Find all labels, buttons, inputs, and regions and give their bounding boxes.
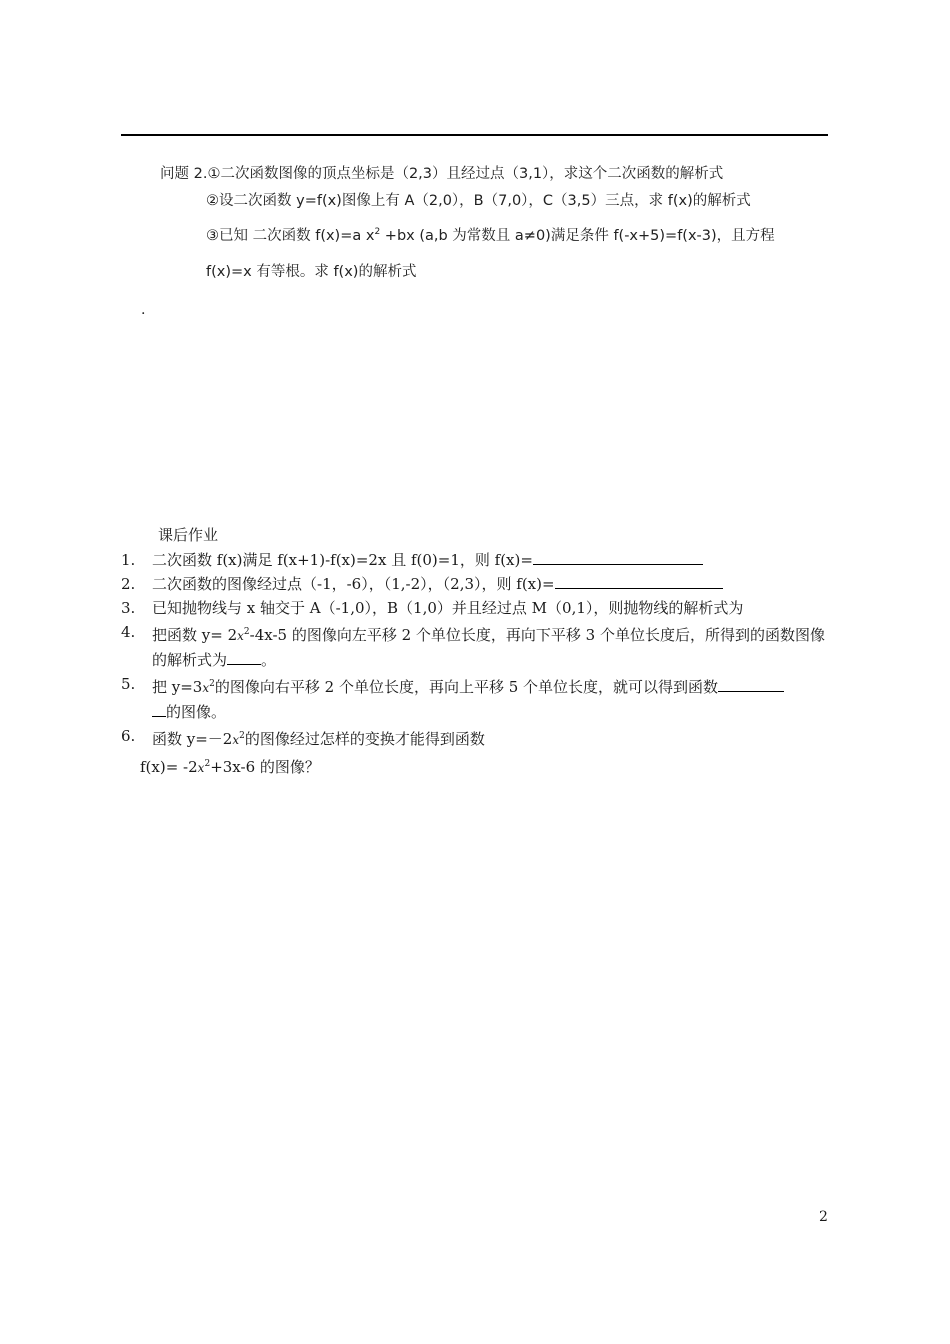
item-text: -4x-5 的图像向左平移 2 个单位长度，再向下平移 3 个单位长度后，所得到的函数图像的解析式为: [152, 626, 825, 669]
stray-dot: .: [141, 302, 146, 318]
exponent: 2: [204, 759, 211, 769]
item-text: +3x-6 的图像？: [210, 758, 320, 776]
problem-2-line-2: ②设二次函数 y=f(x)图像上有 A（2,0），B（7,0），C（3,5）三点，求 f(x)的解析式: [206, 193, 751, 209]
item-text: 把 y=3: [152, 678, 203, 696]
item-number: 5.: [121, 675, 136, 693]
answer-blank[interactable]: [555, 574, 723, 589]
item-number: 6.: [121, 727, 136, 745]
problem-2-line-1: 问题 2.①二次函数图像的顶点坐标是（2,3）且经过点（3,1），求这个二次函数的解析式: [160, 166, 724, 182]
problem-2-line-4: f(x)=x 有等根。求 f(x)的解析式: [206, 264, 417, 280]
item-number: 2.: [121, 575, 136, 593]
item-text: 二次函数的图像经过点（-1，-6），（1,-2），（2,3），则 f(x)=: [152, 575, 555, 593]
item-text: 的图像向右平移 2 个单位长度，再向上平移 5 个单位长度，就可以得到函数: [214, 678, 719, 696]
item-text: 已知抛物线与 x 轴交于 A（-1,0），B（1,0）并且经过点 M（0,1），则抛物线的解析式为: [152, 599, 744, 617]
homework-item-6: [121, 724, 833, 752]
item-text: 把函数 y= 2: [152, 626, 238, 644]
item-text: 函数 y=－2: [152, 730, 233, 748]
item-number: 4.: [121, 623, 136, 641]
homework-item-3: [121, 596, 833, 620]
homework-title: 课后作业: [158, 526, 219, 544]
item-text: 的图像经过怎样的变换才能得到函数: [244, 730, 485, 748]
item-text: 二次函数 f(x)满足 f(x+1)-f(x)=2x 且 f(0)=1，则 f(x)=: [152, 551, 533, 569]
problem-2-line-3-b: +bx (a,b 为常数且 a≠0)满足条件 f(-x+5)=f(x-3)，且方程: [380, 228, 775, 244]
exponent: 2: [243, 627, 250, 637]
item-text: f(x)= -2: [140, 758, 198, 776]
variable-x: x: [232, 733, 240, 747]
homework-item-2: [121, 572, 833, 596]
homework-item-4: [121, 620, 833, 672]
answer-blank[interactable]: [227, 650, 261, 665]
homework-item-1: [121, 548, 833, 572]
exponent: 2: [374, 227, 381, 238]
variable-x: x: [202, 681, 210, 695]
item-number: 3.: [121, 599, 136, 617]
answer-blank[interactable]: [533, 550, 703, 565]
variable-x: x: [237, 629, 244, 643]
top-rule: [121, 134, 828, 136]
homework-list: [121, 548, 833, 780]
problem-2-line-3-a: ③已知 二次函数 f(x)=a x: [206, 228, 375, 244]
item-text-end: 的图像。: [166, 703, 227, 721]
exponent: 2: [209, 679, 215, 689]
exponent: 2: [239, 731, 245, 741]
homework-item-6-line-2: [121, 752, 833, 780]
variable-x: x: [197, 761, 205, 775]
page-number: 2: [819, 1209, 828, 1225]
item-number: 1.: [121, 551, 136, 569]
homework-item-5: [121, 672, 833, 724]
problem-2-line-3: [206, 224, 775, 245]
answer-blank-continued[interactable]: [152, 702, 166, 717]
item-text-end: 。: [261, 651, 277, 669]
answer-blank[interactable]: [718, 677, 784, 692]
